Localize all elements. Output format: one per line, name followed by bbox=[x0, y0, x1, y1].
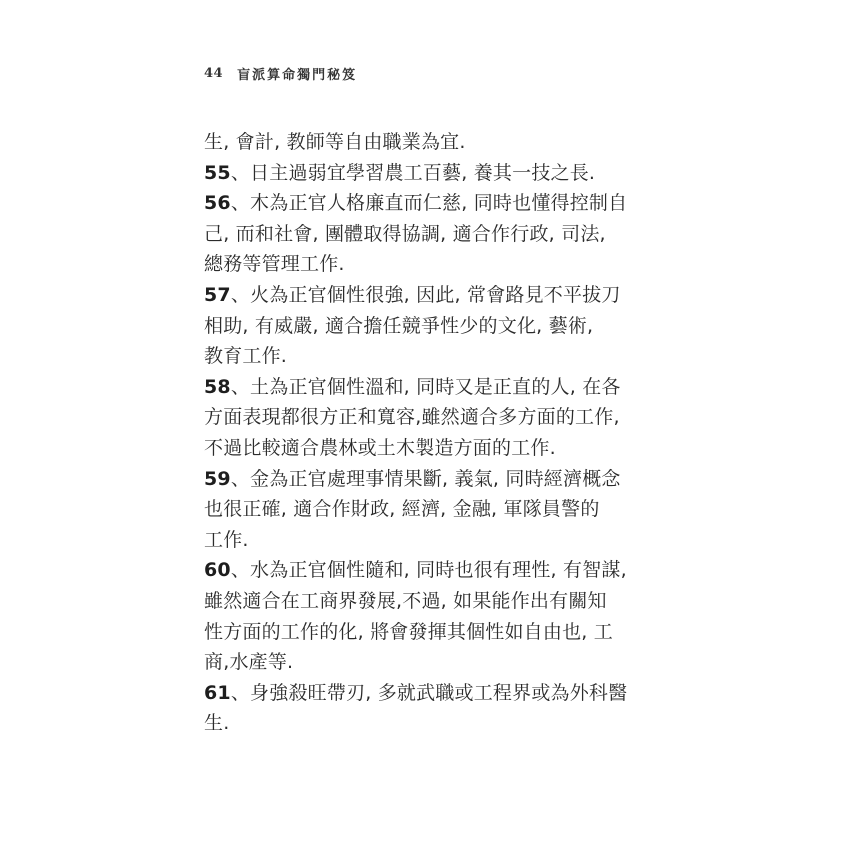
line-text: 、土為正官個性溫和, 同時又是正直的人, 在各 bbox=[230, 375, 621, 398]
running-header bbox=[204, 62, 357, 84]
line-text: 工作. bbox=[204, 528, 249, 551]
line-text: 商,水產等. bbox=[204, 651, 294, 674]
item-number: 61 bbox=[204, 681, 231, 704]
book-title: 盲派算命獨門秘笈 bbox=[237, 67, 358, 83]
line-text: 、身強殺旺帶刃, 多就武職或工程界或為外科醫 bbox=[230, 681, 628, 704]
line-text: 方面表現都很方正和寬容,雖然適合多方面的工作, bbox=[204, 406, 620, 429]
text-line bbox=[204, 402, 664, 433]
line-text: 、火為正官個性很強, 因此, 常會路見不平拔刀 bbox=[230, 283, 621, 306]
line-text: 性方面的工作的化, 將會發揮其個性如自由也, 工 bbox=[204, 620, 613, 643]
text-line bbox=[204, 372, 664, 403]
item-number: 58 bbox=[204, 375, 231, 398]
text-line bbox=[204, 249, 664, 280]
text-line bbox=[204, 341, 664, 372]
line-text: 生. bbox=[204, 712, 230, 735]
item-number: 55 bbox=[204, 161, 231, 184]
text-line bbox=[204, 311, 664, 342]
line-text: 、木為正官人格廉直而仁慈, 同時也懂得控制自 bbox=[230, 192, 628, 215]
text-line bbox=[204, 586, 664, 617]
line-text: 、日主過弱宜學習農工百藝, 養其一技之長. bbox=[230, 161, 596, 184]
text-line bbox=[204, 647, 664, 678]
text-line bbox=[204, 525, 664, 556]
page-number: 44 bbox=[204, 65, 224, 81]
line-text: 教育工作. bbox=[204, 345, 288, 368]
body-text bbox=[204, 127, 664, 739]
text-line bbox=[204, 433, 664, 464]
item-number: 60 bbox=[204, 559, 231, 582]
text-line bbox=[204, 219, 664, 250]
text-line bbox=[204, 158, 664, 189]
text-line bbox=[204, 555, 664, 586]
line-text: 總務等管理工作. bbox=[204, 253, 345, 276]
text-line bbox=[204, 188, 664, 219]
text-line bbox=[204, 127, 664, 158]
line-text: 雖然適合在工商界發展,不過, 如果能作出有關知 bbox=[204, 589, 607, 612]
text-line bbox=[204, 708, 664, 739]
text-line bbox=[204, 464, 664, 495]
line-text: 、水為正官個性隨和, 同時也很有理性, 有智謀, bbox=[230, 559, 627, 582]
line-text: 己, 而和社會, 團體取得協調, 適合作行政, 司法, bbox=[204, 222, 606, 245]
line-text: 、金為正官處理事情果斷, 義氣, 同時經濟概念 bbox=[230, 467, 621, 490]
line-text: 也很正確, 適合作財政, 經濟, 金融, 軍隊員警的 bbox=[204, 498, 600, 521]
line-text: 相助, 有威嚴, 適合擔任競爭性少的文化, 藝術, bbox=[204, 314, 594, 337]
line-text: 不過比較適合農林或土木製造方面的工作. bbox=[204, 436, 556, 459]
item-number: 57 bbox=[204, 283, 231, 306]
text-line bbox=[204, 280, 664, 311]
text-line bbox=[204, 678, 664, 709]
text-line bbox=[204, 617, 664, 648]
item-number: 59 bbox=[204, 467, 231, 490]
item-number: 56 bbox=[204, 192, 231, 215]
line-text: 生, 會計, 教師等自由職業為宜. bbox=[204, 131, 466, 153]
text-line bbox=[204, 494, 664, 525]
